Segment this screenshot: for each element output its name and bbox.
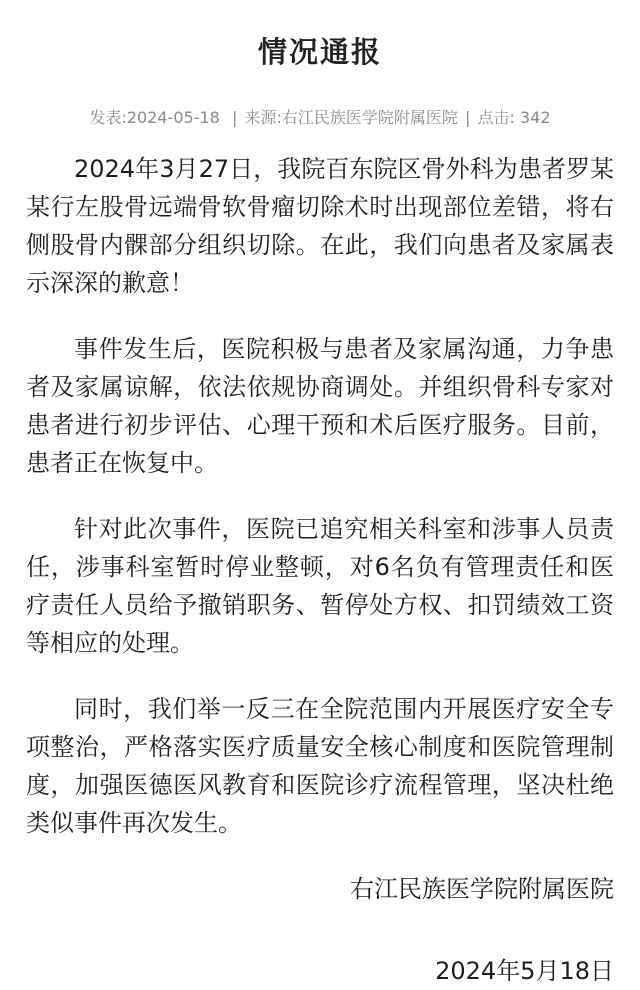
page-title: 情况通报 [257, 35, 382, 69]
published-label: 发表: [89, 108, 127, 127]
article-body [26, 150, 614, 842]
paragraph: 事件发生后，医院积极与患者及家属沟通，力争患者及家属谅解，依法依规协商调处。并组织骨科专家对患者进行初步评估、心理干预和术后医疗服务。目前，患者正在恢复中。 [26, 335, 614, 477]
published-date: 2024-05-18 [126, 108, 220, 127]
signature-organization: 右江民族医学院附属医院 [350, 875, 614, 903]
article-meta [26, 106, 614, 130]
meta-divider: | [465, 108, 476, 127]
source-label: 来源: [244, 108, 282, 127]
signature-date: 2024年5月18日 [435, 957, 614, 985]
paragraph: 针对此次事件，医院已追究相关科室和涉事人员责任，涉事科室暂时停业整顿，对6名负有管理责任和医疗责任人员给予撤销职务、暂停处方权、扣罚绩效工资等相应的处理。 [26, 515, 614, 657]
paragraph: 2024年3月27日，我院百东院区骨外科为患者罗某某行左股骨远端骨软骨瘤切除术时出现部位差错，将右侧股骨内髁部分组织切除。在此，我们向患者及家属表示深深的歉意！ [26, 155, 614, 297]
paragraph: 同时，我们举一反三在全院范围内开展医疗安全专项整治，严格落实医疗质量安全核心制度和医院管理制度，加强医德医风教育和医院诊疗流程管理，坚决杜绝类似事件再次发生。 [26, 695, 614, 837]
click-count: 342 [520, 108, 551, 127]
source-name: 右江民族医学院附属医院 [281, 108, 458, 127]
clicks-label: 点击: [477, 108, 515, 127]
meta-divider: | [226, 108, 243, 127]
